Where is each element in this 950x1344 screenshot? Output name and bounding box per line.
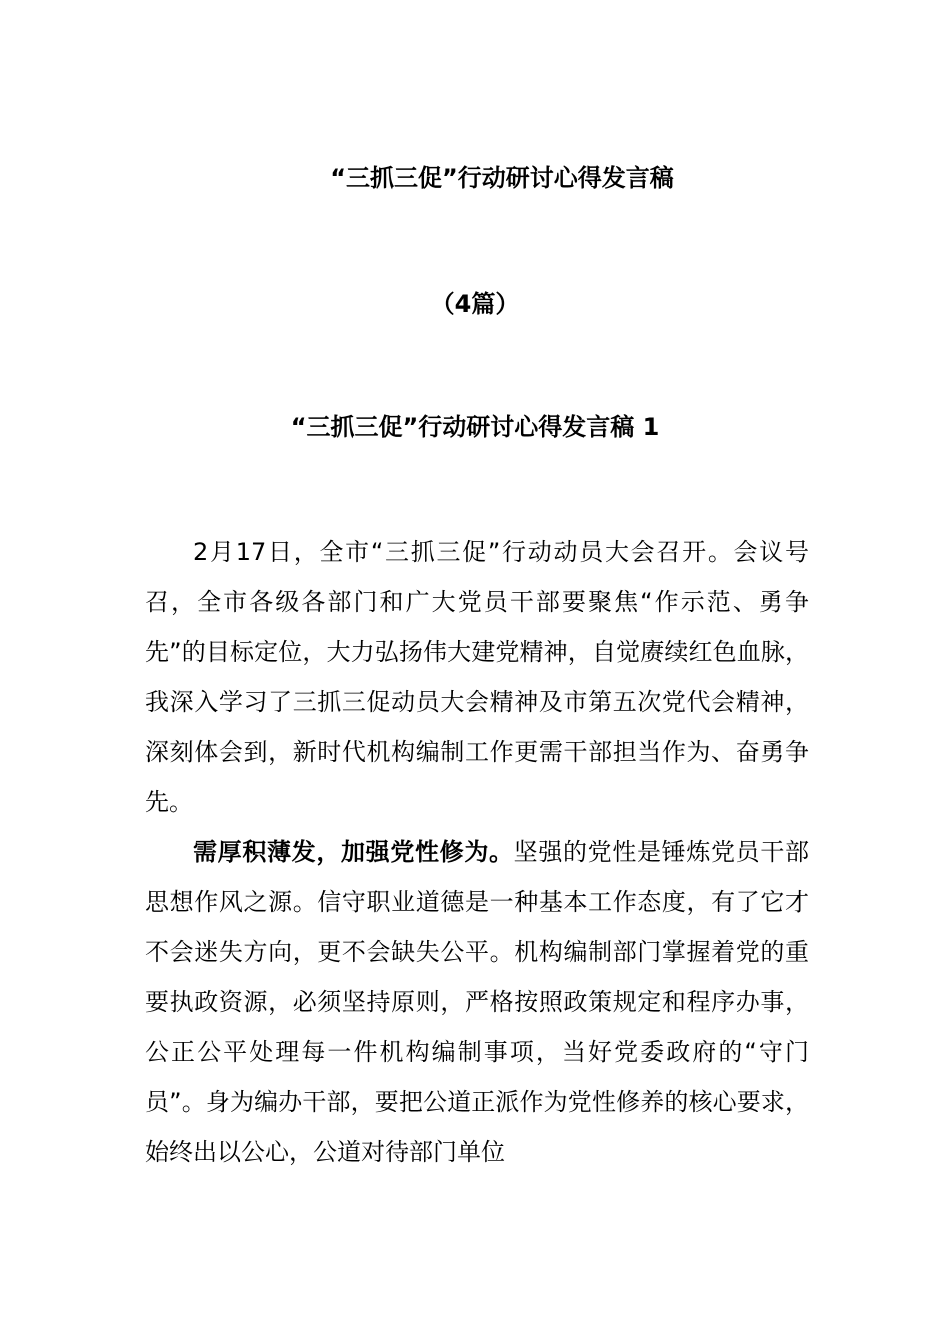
section-title: “三抓三促”行动研讨心得发言稿 1 bbox=[290, 413, 660, 441]
paragraph-2-lead: 需厚积薄发，加强党性修为。 bbox=[193, 838, 514, 866]
paragraph-1-text: 2月17日，全市“三抓三促”行动动员大会召开。会议号召，全市各级各部门和广大党员干部要聚焦“作示范、勇争先”的目标定位，大力弘扬伟大建党精神，自觉赓续红色血脉，我深入学习了三抓三促动员大会精神及市第五次党代会精神，深刻体会到，新时代机构编制工作更需干部担当作为、奋勇争先。 bbox=[145, 538, 809, 816]
paragraph-2 bbox=[145, 827, 809, 1177]
paragraph-1 bbox=[145, 527, 809, 827]
document-count-label: （4篇） bbox=[430, 290, 520, 318]
document-title: “三抓三促”行动研讨心得发言稿 bbox=[330, 164, 674, 192]
paragraph-2-text: 坚强的党性是锤炼党员干部思想作风之源。信守职业道德是一种基本工作态度，有了它才不会迷失方向，更不会缺失公平。机构编制部门掌握着党的重要执政资源，必须坚持原则，严格按照政策规定和程序办事，公正公平处理每一件机构编制事项，当好党委政府的“守门员”。身为编办干部，要把公道正派作为党性修养的核心要求，始终出以公心，公道对待部门单位 bbox=[145, 838, 810, 1166]
